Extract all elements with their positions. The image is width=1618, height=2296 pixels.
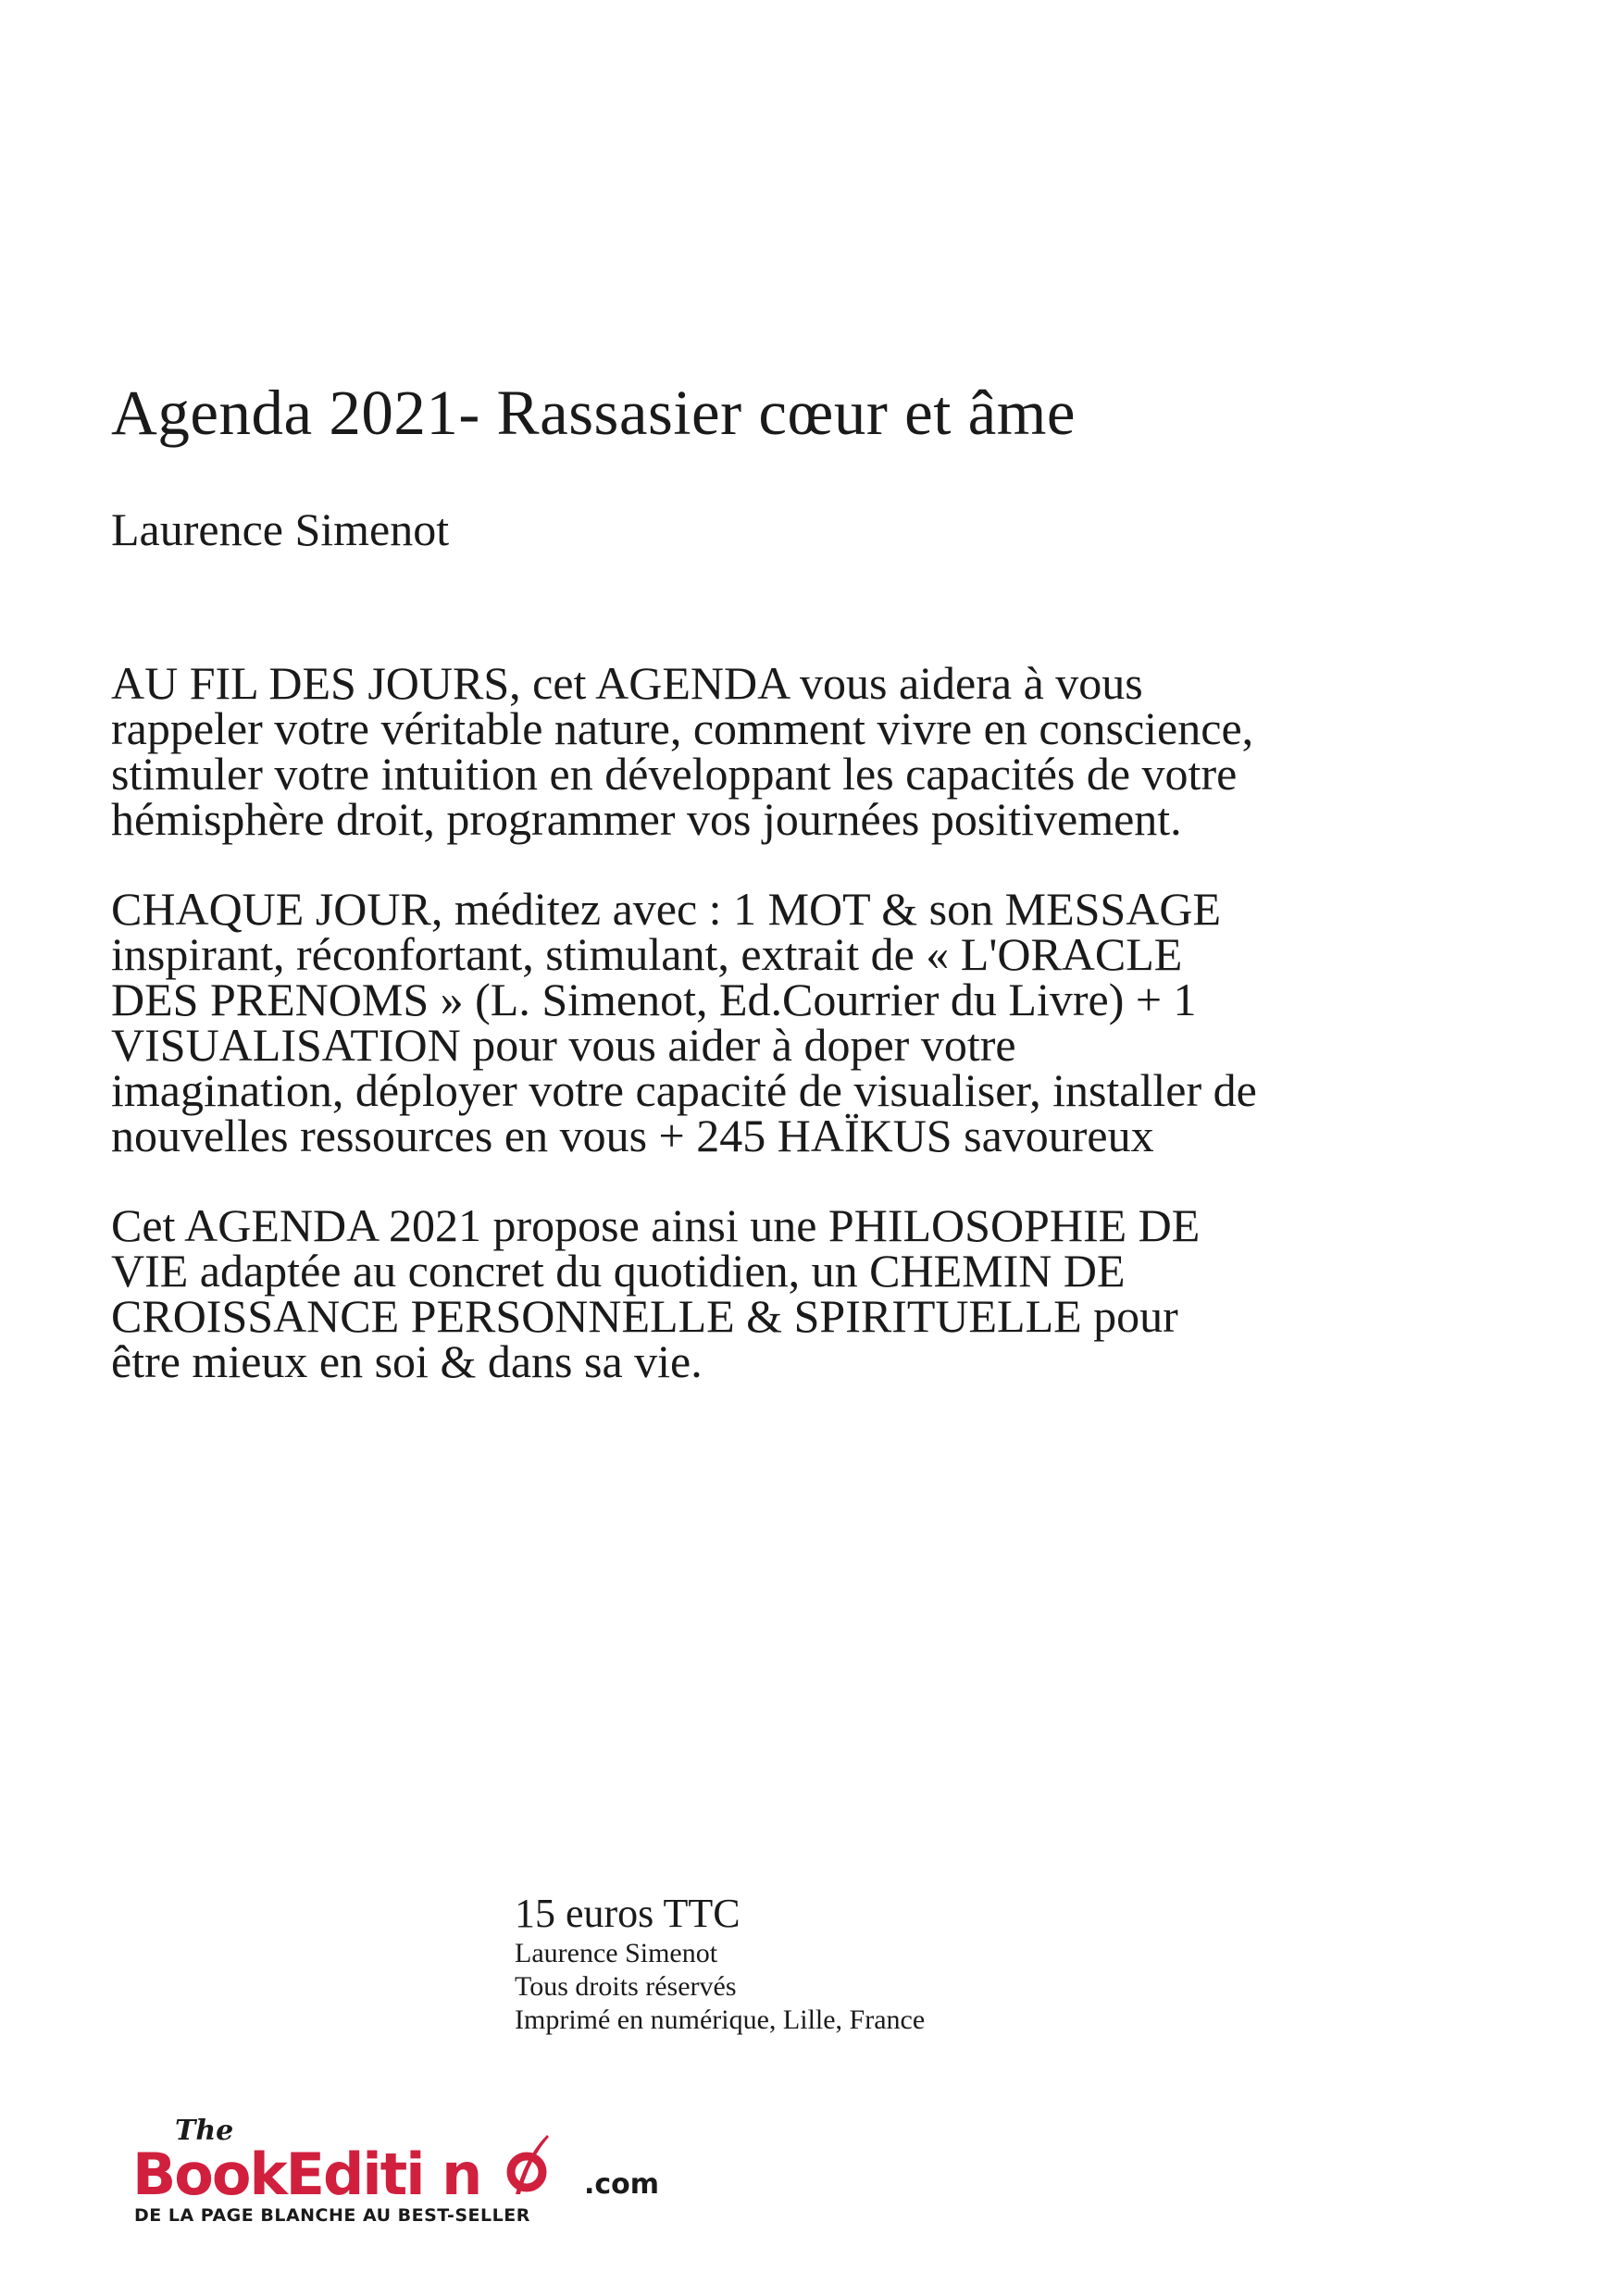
description-paragraph: AU FIL DES JOURS, cet AGENDA vous aidera à vous rappeler votre véritable nature, comment vivre en conscience, stimuler votre intuition en développant les capacités de votre hémisphère droit, programmer vos journées positivement.	[111, 657, 1254, 845]
price: 15 euros TTC	[515, 1891, 741, 1936]
logo-brand: BookEditi n	[132, 2141, 481, 2208]
book-description	[111, 657, 1259, 1429]
logo-the: The	[175, 2115, 234, 2147]
publisher-logo	[132, 2115, 660, 2226]
book-author: Laurence Simenot	[111, 503, 450, 555]
imprint-author: Laurence Simenot	[515, 1938, 718, 1968]
imprint-rights: Tous droits réservés	[515, 1971, 737, 2002]
logo-dotcom: .com	[584, 2168, 660, 2201]
logo-tagline: DE LA PAGE BLANCHE AU BEST-SELLER	[134, 2205, 530, 2226]
book-title: Agenda 2021- Rassasier cœur et âme	[111, 378, 1077, 448]
quill-o-icon	[506, 2133, 551, 2198]
imprint-block	[515, 1891, 925, 2037]
description-paragraph: Cet AGENDA 2021 propose ainsi une PHILOSOPHIE DE VIE adaptée au concret du quotidien, un CHEMIN DE CROISSANCE PERSONNELLE & SPIRITUELLE pour être mieux en soi & dans sa vie.	[111, 1199, 1201, 1387]
description-paragraph: CHAQUE JOUR, méditez avec : 1 MOT & son MESSAGE inspirant, réconfortant, stimulant, extrait de « L'ORACLE DES PRENOMS » (L. Simenot, Ed.Courrier du Livre) + 1 VISUALISATION pour vous aider à doper votre imagination, déployer votre capacité de visualiser, installer de nouvelles ressources en vous + 245 HAÏKUS savoureux	[111, 883, 1257, 1161]
imprint-printed: Imprimé en numérique, Lille, France	[515, 2004, 926, 2035]
